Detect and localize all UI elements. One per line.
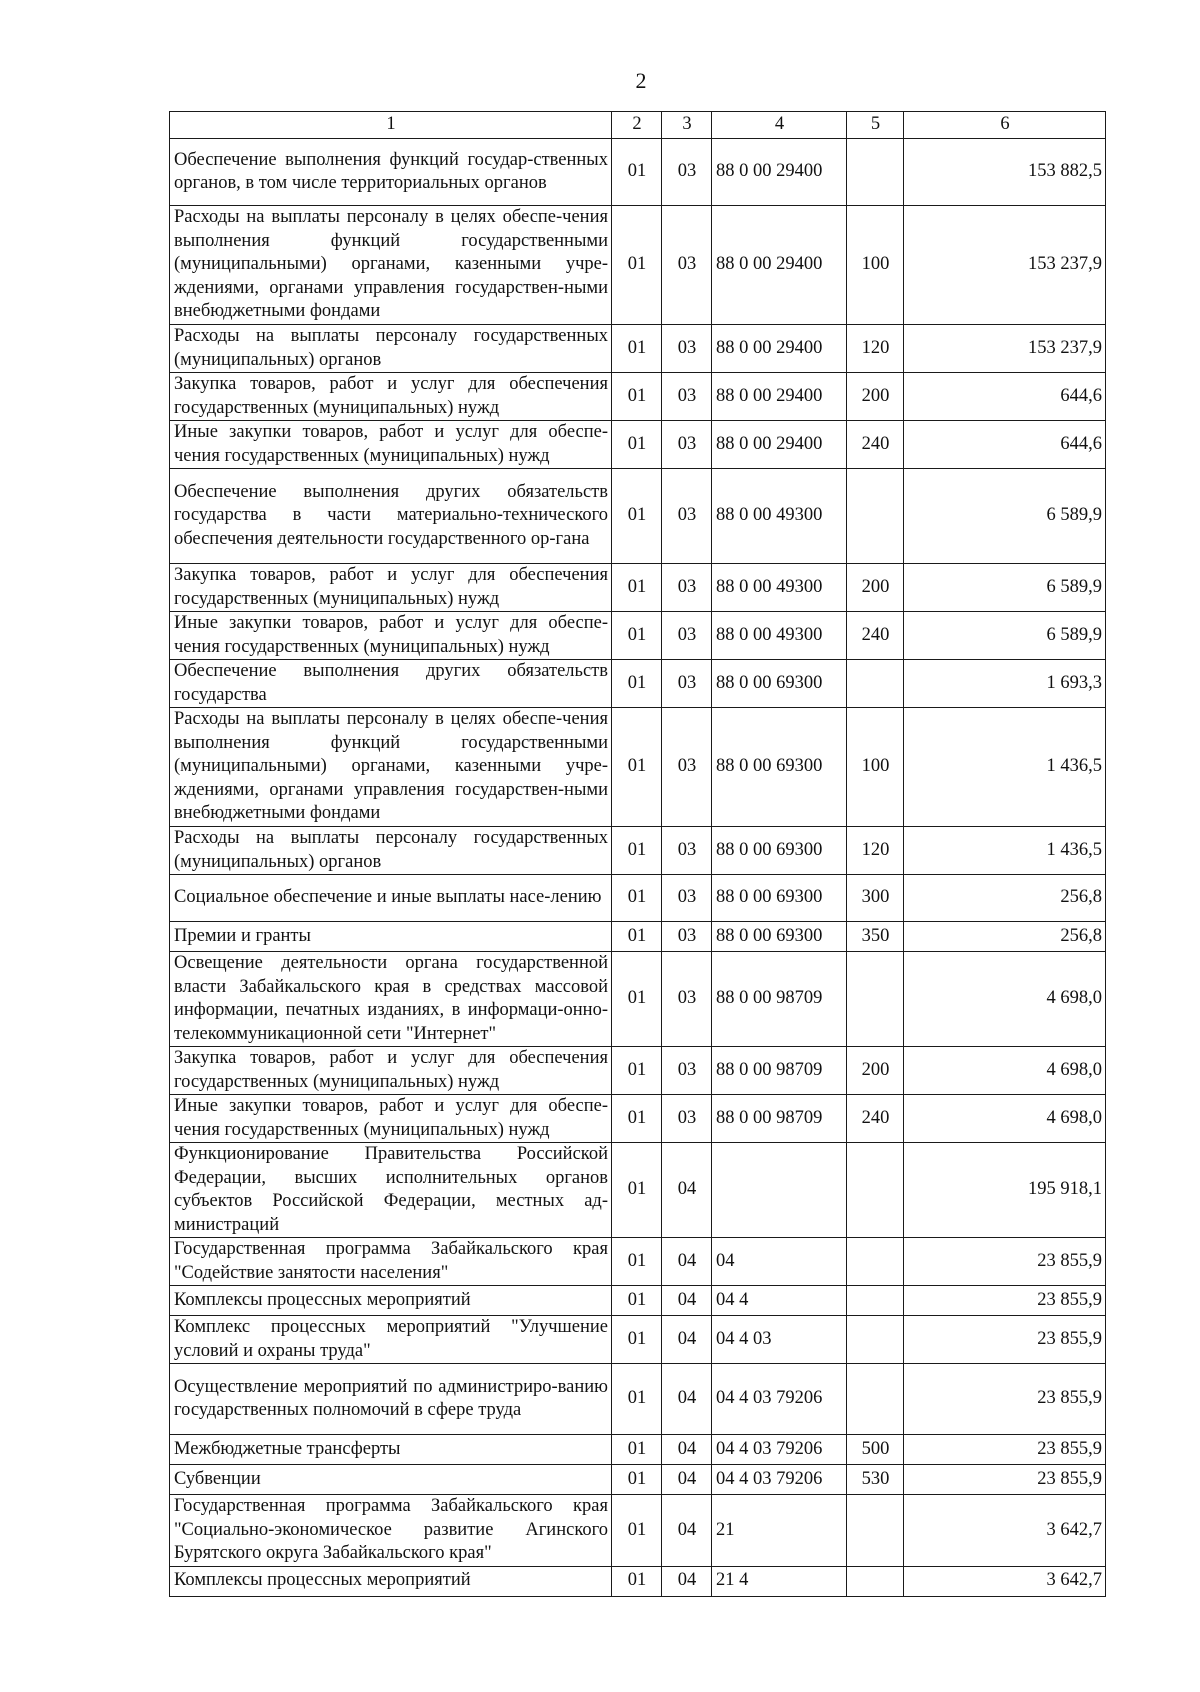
amount: 23 855,9 bbox=[904, 1238, 1106, 1286]
section-code: 01 bbox=[612, 1435, 662, 1465]
section-code: 01 bbox=[612, 827, 662, 875]
target-article-code: 88 0 00 69300 bbox=[712, 660, 847, 708]
table-row bbox=[170, 612, 1106, 660]
subsection-code: 03 bbox=[662, 922, 712, 952]
expense-type-code: 240 bbox=[847, 421, 904, 469]
amount: 153 882,5 bbox=[904, 139, 1106, 206]
expense-type-code: 500 bbox=[847, 1435, 904, 1465]
section-code: 01 bbox=[612, 612, 662, 660]
expense-type-code: 120 bbox=[847, 325, 904, 373]
amount: 1 436,5 bbox=[904, 827, 1106, 875]
target-article-code: 21 bbox=[712, 1495, 847, 1567]
target-article-code: 88 0 00 49300 bbox=[712, 469, 847, 564]
section-code: 01 bbox=[612, 1316, 662, 1364]
section-code: 01 bbox=[612, 1566, 662, 1596]
amount: 644,6 bbox=[904, 421, 1106, 469]
expense-name: Закупка товаров, работ и услуг для обеспечения государственных (муниципальных) нужд bbox=[170, 1047, 612, 1095]
target-article-code: 88 0 00 29400 bbox=[712, 325, 847, 373]
table-row bbox=[170, 1465, 1106, 1495]
target-article-code: 88 0 00 29400 bbox=[712, 373, 847, 421]
target-article-code: 88 0 00 98709 bbox=[712, 1095, 847, 1143]
target-article-code: 88 0 00 49300 bbox=[712, 564, 847, 612]
section-code: 01 bbox=[612, 1364, 662, 1435]
column-header-target-article: 4 bbox=[712, 112, 847, 139]
section-code: 01 bbox=[612, 1238, 662, 1286]
subsection-code: 03 bbox=[662, 206, 712, 325]
target-article-code bbox=[712, 1143, 847, 1238]
table-row bbox=[170, 1238, 1106, 1286]
expense-type-code: 200 bbox=[847, 1047, 904, 1095]
subsection-code: 04 bbox=[662, 1465, 712, 1495]
amount: 6 589,9 bbox=[904, 612, 1106, 660]
subsection-code: 03 bbox=[662, 564, 712, 612]
subsection-code: 04 bbox=[662, 1495, 712, 1567]
expense-name: Обеспечение выполнения других обязательств государства bbox=[170, 660, 612, 708]
expense-name: Осуществление мероприятий по администриро-ванию государственных полномочий в сфере труда bbox=[170, 1364, 612, 1435]
amount: 23 855,9 bbox=[904, 1435, 1106, 1465]
table-row bbox=[170, 1495, 1106, 1567]
target-article-code: 88 0 00 69300 bbox=[712, 922, 847, 952]
expense-name: Расходы на выплаты персоналу государственных (муниципальных) органов bbox=[170, 827, 612, 875]
section-code: 01 bbox=[612, 1465, 662, 1495]
expense-type-code: 120 bbox=[847, 827, 904, 875]
amount: 23 855,9 bbox=[904, 1286, 1106, 1316]
target-article-code: 21 4 bbox=[712, 1566, 847, 1596]
section-code: 01 bbox=[612, 875, 662, 922]
expense-type-code bbox=[847, 1364, 904, 1435]
expense-type-code bbox=[847, 1316, 904, 1364]
target-article-code: 88 0 00 69300 bbox=[712, 875, 847, 922]
amount: 195 918,1 bbox=[904, 1143, 1106, 1238]
expense-type-code bbox=[847, 952, 904, 1047]
table-row bbox=[170, 922, 1106, 952]
expense-type-code bbox=[847, 1238, 904, 1286]
subsection-code: 03 bbox=[662, 325, 712, 373]
expense-name: Иные закупки товаров, работ и услуг для обеспе-чения государственных (муниципальных) нужд bbox=[170, 612, 612, 660]
table-row bbox=[170, 1566, 1106, 1596]
table-row bbox=[170, 139, 1106, 206]
target-article-code: 04 bbox=[712, 1238, 847, 1286]
expense-type-code bbox=[847, 1143, 904, 1238]
table-row bbox=[170, 952, 1106, 1047]
amount: 4 698,0 bbox=[904, 1047, 1106, 1095]
expense-name: Освещение деятельности органа государственной власти Забайкальского края в средствах массовой информации, печатных изданиях, в информаци-онно-телекоммуникационной сети "Интернет" bbox=[170, 952, 612, 1047]
target-article-code: 04 4 03 79206 bbox=[712, 1435, 847, 1465]
subsection-code: 03 bbox=[662, 660, 712, 708]
expense-name: Премии и гранты bbox=[170, 922, 612, 952]
amount: 1 436,5 bbox=[904, 708, 1106, 827]
expense-name: Расходы на выплаты персоналу государственных (муниципальных) органов bbox=[170, 325, 612, 373]
subsection-code: 03 bbox=[662, 612, 712, 660]
amount: 23 855,9 bbox=[904, 1316, 1106, 1364]
amount: 153 237,9 bbox=[904, 206, 1106, 325]
expense-type-code bbox=[847, 139, 904, 206]
target-article-code: 88 0 00 98709 bbox=[712, 1047, 847, 1095]
target-article-code: 04 4 03 79206 bbox=[712, 1364, 847, 1435]
subsection-code: 04 bbox=[662, 1316, 712, 1364]
subsection-code: 03 bbox=[662, 1047, 712, 1095]
expense-name: Функционирование Правительства Российской Федерации, высших исполнительных органов субъектов Российской Федерации, местных ад-министраций bbox=[170, 1143, 612, 1238]
amount: 3 642,7 bbox=[904, 1495, 1106, 1567]
subsection-code: 03 bbox=[662, 1095, 712, 1143]
target-article-code: 88 0 00 98709 bbox=[712, 952, 847, 1047]
amount: 3 642,7 bbox=[904, 1566, 1106, 1596]
subsection-code: 03 bbox=[662, 952, 712, 1047]
amount: 256,8 bbox=[904, 875, 1106, 922]
table-row bbox=[170, 1047, 1106, 1095]
column-header-subsection: 3 bbox=[662, 112, 712, 139]
section-code: 01 bbox=[612, 206, 662, 325]
expense-name: Расходы на выплаты персоналу в целях обеспе-чения выполнения функций государственными (муниципальными) органами, казенными учре-ждениями, органами управления государствен-ными внебюджетными фондами bbox=[170, 206, 612, 325]
subsection-code: 04 bbox=[662, 1143, 712, 1238]
amount: 23 855,9 bbox=[904, 1465, 1106, 1495]
subsection-code: 03 bbox=[662, 373, 712, 421]
column-header-amount: 6 bbox=[904, 112, 1106, 139]
expense-name: Субвенции bbox=[170, 1465, 612, 1495]
expense-type-code bbox=[847, 1495, 904, 1567]
target-article-code: 88 0 00 69300 bbox=[712, 708, 847, 827]
section-code: 01 bbox=[612, 1286, 662, 1316]
target-article-code: 88 0 00 29400 bbox=[712, 421, 847, 469]
amount: 4 698,0 bbox=[904, 1095, 1106, 1143]
expense-type-code: 300 bbox=[847, 875, 904, 922]
subsection-code: 03 bbox=[662, 827, 712, 875]
subsection-code: 03 bbox=[662, 875, 712, 922]
target-article-code: 88 0 00 29400 bbox=[712, 206, 847, 325]
section-code: 01 bbox=[612, 139, 662, 206]
amount: 153 237,9 bbox=[904, 325, 1106, 373]
section-code: 01 bbox=[612, 1047, 662, 1095]
amount: 4 698,0 bbox=[904, 952, 1106, 1047]
table-row bbox=[170, 660, 1106, 708]
section-code: 01 bbox=[612, 1495, 662, 1567]
amount: 1 693,3 bbox=[904, 660, 1106, 708]
table-row bbox=[170, 1435, 1106, 1465]
expense-name: Закупка товаров, работ и услуг для обеспечения государственных (муниципальных) нужд bbox=[170, 373, 612, 421]
expense-name: Комплекс процессных мероприятий "Улучшение условий и охраны труда" bbox=[170, 1316, 612, 1364]
target-article-code: 04 4 03 bbox=[712, 1316, 847, 1364]
amount: 644,6 bbox=[904, 373, 1106, 421]
expense-type-code: 100 bbox=[847, 206, 904, 325]
target-article-code: 04 4 bbox=[712, 1286, 847, 1316]
column-header-name: 1 bbox=[170, 112, 612, 139]
section-code: 01 bbox=[612, 1143, 662, 1238]
expense-name: Иные закупки товаров, работ и услуг для обеспе-чения государственных (муниципальных) нужд bbox=[170, 421, 612, 469]
section-code: 01 bbox=[612, 469, 662, 564]
table-row bbox=[170, 875, 1106, 922]
target-article-code: 88 0 00 49300 bbox=[712, 612, 847, 660]
subsection-code: 03 bbox=[662, 421, 712, 469]
expense-name: Иные закупки товаров, работ и услуг для обеспе-чения государственных (муниципальных) нужд bbox=[170, 1095, 612, 1143]
expense-type-code: 200 bbox=[847, 564, 904, 612]
page-number: 2 bbox=[635, 68, 647, 93]
target-article-code: 88 0 00 29400 bbox=[712, 139, 847, 206]
amount: 6 589,9 bbox=[904, 564, 1106, 612]
subsection-code: 04 bbox=[662, 1566, 712, 1596]
expense-name: Комплексы процессных мероприятий bbox=[170, 1286, 612, 1316]
section-code: 01 bbox=[612, 421, 662, 469]
expense-type-code bbox=[847, 660, 904, 708]
expense-name: Закупка товаров, работ и услуг для обеспечения государственных (муниципальных) нужд bbox=[170, 564, 612, 612]
table-row bbox=[170, 1286, 1106, 1316]
table-row bbox=[170, 1316, 1106, 1364]
expense-name: Расходы на выплаты персоналу в целях обеспе-чения выполнения функций государственными (муниципальными) органами, казенными учре-ждениями, органами управления государствен-ными внебюджетными фондами bbox=[170, 708, 612, 827]
amount: 23 855,9 bbox=[904, 1364, 1106, 1435]
expense-type-code bbox=[847, 1286, 904, 1316]
expense-name: Межбюджетные трансферты bbox=[170, 1435, 612, 1465]
section-code: 01 bbox=[612, 708, 662, 827]
section-code: 01 bbox=[612, 325, 662, 373]
column-header-expense-type: 5 bbox=[847, 112, 904, 139]
table-row bbox=[170, 1143, 1106, 1238]
subsection-code: 03 bbox=[662, 708, 712, 827]
target-article-code: 88 0 00 69300 bbox=[712, 827, 847, 875]
table-row bbox=[170, 469, 1106, 564]
subsection-code: 04 bbox=[662, 1286, 712, 1316]
section-code: 01 bbox=[612, 1095, 662, 1143]
column-header-section: 2 bbox=[612, 112, 662, 139]
subsection-code: 03 bbox=[662, 469, 712, 564]
expense-type-code: 240 bbox=[847, 612, 904, 660]
table-row bbox=[170, 373, 1106, 421]
section-code: 01 bbox=[612, 952, 662, 1047]
amount: 256,8 bbox=[904, 922, 1106, 952]
section-code: 01 bbox=[612, 922, 662, 952]
section-code: 01 bbox=[612, 660, 662, 708]
expense-type-code: 240 bbox=[847, 1095, 904, 1143]
subsection-code: 04 bbox=[662, 1364, 712, 1435]
expense-type-code bbox=[847, 1566, 904, 1596]
budget-table bbox=[169, 111, 1106, 1597]
table-row bbox=[170, 421, 1106, 469]
table-row bbox=[170, 325, 1106, 373]
expense-type-code: 100 bbox=[847, 708, 904, 827]
section-code: 01 bbox=[612, 564, 662, 612]
table-row bbox=[170, 708, 1106, 827]
table-row bbox=[170, 1095, 1106, 1143]
expense-name: Обеспечение выполнения других обязательств государства в части материально-технического обеспечения деятельности государственного ор-гана bbox=[170, 469, 612, 564]
expense-name: Обеспечение выполнения функций государ-ственных органов, в том числе территориальных органов bbox=[170, 139, 612, 206]
table-row bbox=[170, 1364, 1106, 1435]
subsection-code: 04 bbox=[662, 1435, 712, 1465]
expense-type-code bbox=[847, 469, 904, 564]
target-article-code: 04 4 03 79206 bbox=[712, 1465, 847, 1495]
expense-name: Социальное обеспечение и иные выплаты насе-лению bbox=[170, 875, 612, 922]
table-row bbox=[170, 206, 1106, 325]
expense-type-code: 350 bbox=[847, 922, 904, 952]
amount: 6 589,9 bbox=[904, 469, 1106, 564]
table-row bbox=[170, 564, 1106, 612]
expense-name: Государственная программа Забайкальского края "Социально-экономическое развитие Агинского Бурятского округа Забайкальского края" bbox=[170, 1495, 612, 1567]
expense-name: Комплексы процессных мероприятий bbox=[170, 1566, 612, 1596]
subsection-code: 03 bbox=[662, 139, 712, 206]
header-row bbox=[170, 112, 1106, 139]
expense-name: Государственная программа Забайкальского края "Содействие занятости населения" bbox=[170, 1238, 612, 1286]
expense-type-code: 200 bbox=[847, 373, 904, 421]
subsection-code: 04 bbox=[662, 1238, 712, 1286]
section-code: 01 bbox=[612, 373, 662, 421]
table-row bbox=[170, 827, 1106, 875]
expense-type-code: 530 bbox=[847, 1465, 904, 1495]
